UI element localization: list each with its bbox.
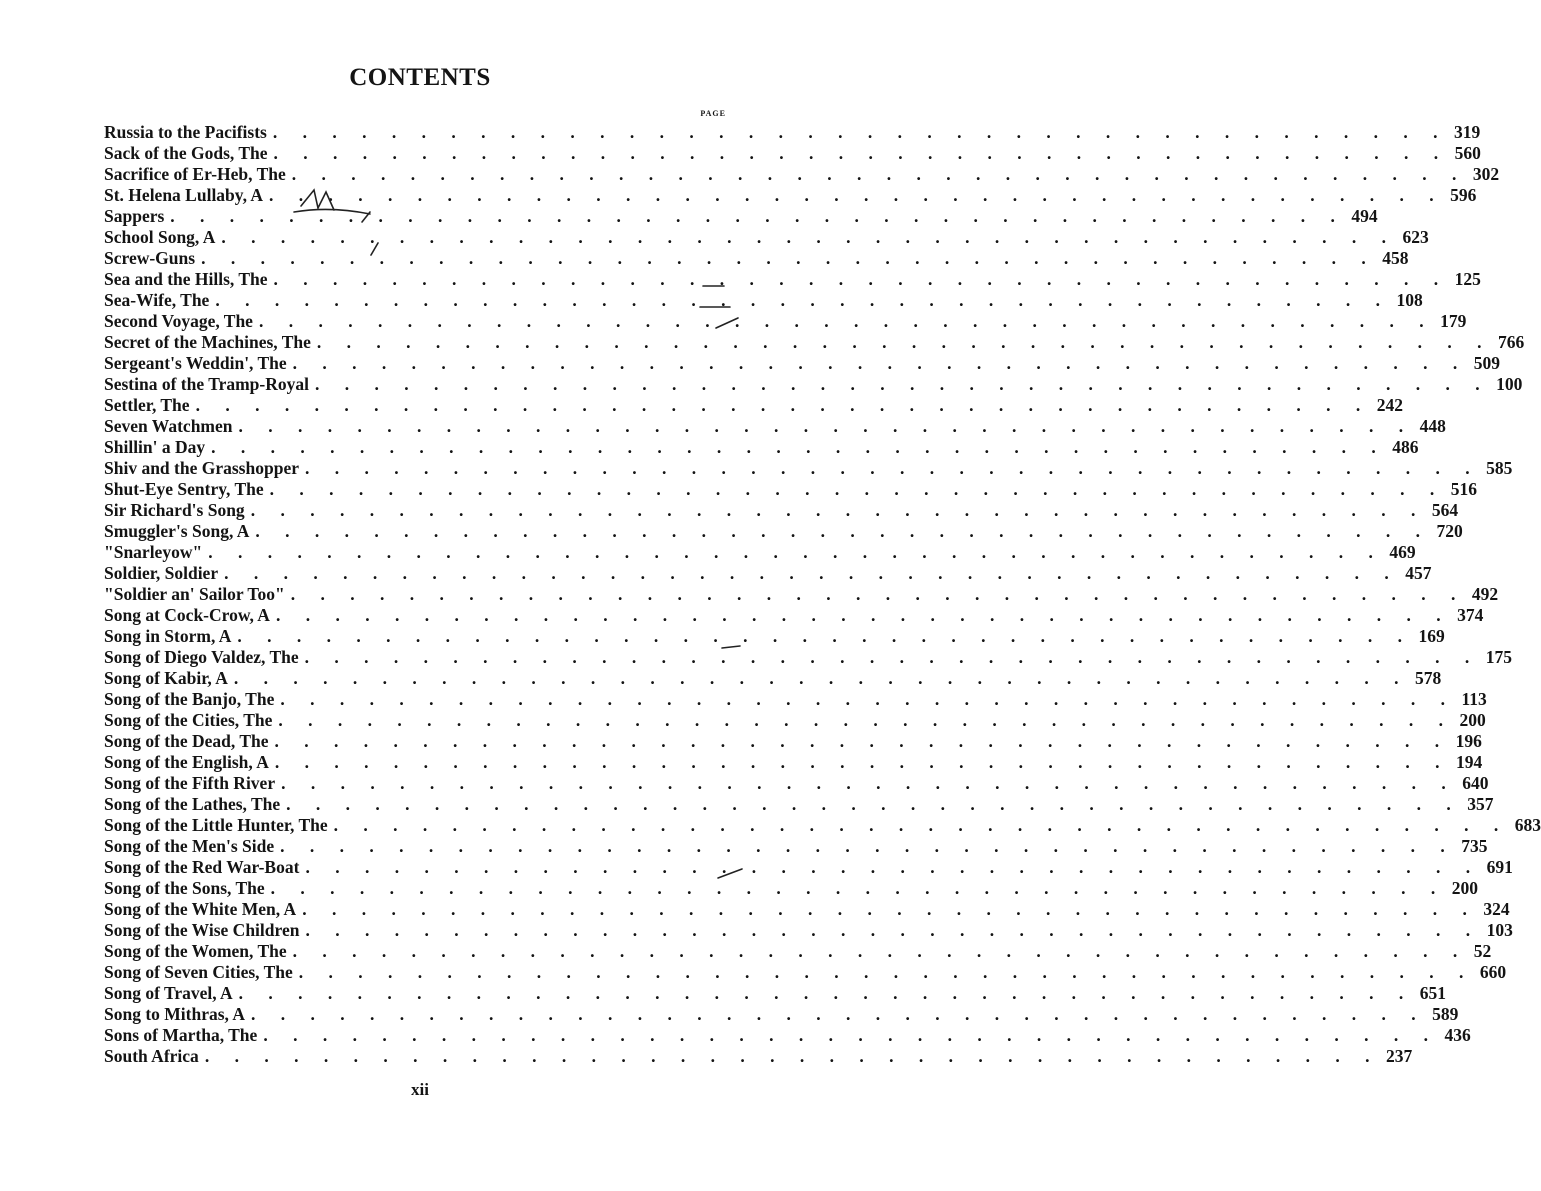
entry-page-number: 578 [1414,668,1442,688]
entry-title: Song of the Men's Side [104,836,275,856]
toc-entry [104,185,1477,206]
toc-entry [104,983,1447,1004]
entry-title: Shut-Eye Sentry, The [104,479,264,499]
dot-leader: . . . . . . . . . . . . . . . . . . . . . . . . . . . . . . . . . . . . . . . . [250,1004,1427,1024]
entry-title: Sappers [104,206,165,226]
dot-leader: . . . . . . . . . . . . . . . . . . . . . . . . . . . . . . . . . . . . . . . . [224,563,1400,583]
entry-page-number: 486 [1392,437,1419,457]
dot-leader: . . . . . . . . . . . . . . . . . . . . . . . . . . . . . . . . . . . . . . . . [291,164,1467,184]
entry-title: Sacrifice of Er-Heb, The [104,164,286,184]
dot-leader: . . . . . . . . . . . . . . . . . . . . . . . . . . . . . . . . . . . . . . . . [208,542,1384,562]
toc-entry [104,668,1442,689]
entry-page-number: 175 [1485,647,1513,667]
dot-leader: . . . . . . . . . . . . . . . . . . . . . . . . . . . . . . . . . . . . . . . . [280,836,1456,856]
entry-page-number: 237 [1385,1046,1413,1066]
page-title: CONTENTS [349,64,491,91]
page-number-footer: xii [411,1080,429,1099]
entry-page-number: 494 [1351,206,1378,226]
entry-title: Song of the Red War-Boat [104,857,300,877]
toc-entry [104,311,1467,332]
dot-leader: . . . . . . . . . . . . . . . . . . . . . . . . . . . . . . . . . . . . . . . . [272,122,1448,142]
dot-leader: . . . . . . . . . . . . . . . . . . . . . . . . . . . . . . . . . . . . . . . . [305,857,1481,877]
dot-leader: . . . . . . . . . . . . . . . . . . . . . . . . . . . . . . . . . . . . . . . . [204,1046,1380,1066]
dot-leader: . . . . . . . . . . . . . . . . . . . . . . . . . . . . . . . . . . . . . . . . [237,626,1413,646]
dot-leader: . . . . . . . . . . . . . . . . . . . . . . . . . . . . . . . . . . . . . . . . [273,143,1449,163]
toc-entry [104,815,1541,836]
entry-page-number: 651 [1419,983,1447,1003]
entry-page-number: 560 [1454,143,1481,163]
entry-page-number: 52 [1473,941,1492,961]
toc-entry [104,584,1499,605]
toc-entry [104,563,1432,584]
entry-page-number: 683 [1514,815,1541,835]
dot-leader: . . . . . . . . . . . . . . . . . . . . . . . . . . . . . . . . . . . . . . . . [304,647,1480,667]
toc-entry [104,458,1513,479]
entry-title: "Snarleyow" [104,542,203,562]
entry-page-number: 509 [1473,353,1501,373]
toc-entry [104,248,1409,269]
entry-page-number: 457 [1405,563,1432,583]
entry-page-number: 302 [1472,164,1500,184]
entry-title: Shillin' a Day [104,437,206,457]
entry-title: Song of the Banjo, The [104,689,275,709]
dot-leader: . . . . . . . . . . . . . . . . . . . . . . . . . . . . . . . . . . . . . . . . [258,311,1435,331]
dot-leader: . . . . . . . . . . . . . . . . . . . . . . . . . . . . . . . . . . . . . . . . [273,269,1449,289]
entry-title: Song of Travel, A [104,983,233,1003]
entry-page-number: 103 [1486,920,1513,940]
toc-entry [104,920,1513,941]
entry-page-number: 596 [1450,185,1477,205]
dot-leader: . . . . . . . . . . . . . . . . . . . . . . . . . . . . . . . . . . . . . . . . [333,815,1509,835]
entry-title: Sestina of the Tramp-Royal [104,374,309,394]
dot-leader: . . . . . . . . . . . . . . . . . . . . . . . . . . . . . . . . . . . . . . . . [316,332,1493,352]
entry-title: Song of the Women, The [104,941,287,961]
dot-leader: . . . . . . . . . . . . . . . . . . . . . . . . . . . . . . . . . . . . . . . . [304,458,1481,478]
toc-entry [104,626,1445,647]
dot-leader: . . . . . . . . . . . . . . . . . . . . . . . . . . . . . . . . . . . . . . . . [195,395,1371,415]
toc-entry [104,374,1523,395]
dot-leader: . . . . . . . . . . . . . . . . . . . . . . . . . . . . . . . . . . . . . . . . [270,878,1446,898]
dot-leader: . . . . . . . . . . . . . . . . . . . . . . . . . . . . . . . . . . . . . . . . [238,416,1414,436]
entry-title: Song of the Lathes, The [104,794,281,814]
toc-entry [104,773,1489,794]
toc-entry [104,689,1487,710]
dot-leader: . . . . . . . . . . . . . . . . . . . . . . . . . . . . . . . . . . . . . . . . [292,941,1468,961]
toc-entry [104,353,1501,374]
dot-leader: . . . . . . . . . . . . . . . . . . . . . . . . . . . . . . . . . . . . . . . . [274,731,1450,751]
toc-entry [104,122,1481,143]
toc-entry [104,710,1486,731]
toc-entry [104,143,1481,164]
entry-page-number: 735 [1461,836,1488,856]
entry-title: School Song, A [104,227,216,247]
entry-title: Russia to the Pacifists [104,122,267,142]
entry-page-number: 640 [1462,773,1489,793]
toc-entry [104,290,1423,311]
entry-page-number: 516 [1450,479,1478,499]
entry-title: Song of the Cities, The [104,710,273,730]
dot-leader: . . . . . . . . . . . . . . . . . . . . . . . . . . . . . . . . . . . . . . . . [302,899,1478,919]
entry-title: Soldier, Soldier [104,563,219,583]
dot-leader: . . . . . . . . . . . . . . . . . . . . . . . . . . . . . . . . . . . . . . . . [255,521,1431,541]
entry-page-number: 169 [1418,626,1445,646]
toc-entry [104,395,1403,416]
entry-page-number: 100 [1496,374,1523,394]
dot-leader: . . . . . . . . . . . . . . . . . . . . . . . . . . . . . . . . . . . . . . . . [292,353,1468,373]
toc-entry [104,752,1483,773]
entry-title: Song of Diego Valdez, The [104,647,299,667]
dot-leader: . . . . . . . . . . . . . . . . . . . . . . . . . . . . . . . . . . . . . . . . [286,794,1462,814]
entry-title: Screw-Guns [104,248,196,268]
entry-title: Secret of the Machines, The [104,332,311,352]
toc-entry [104,1004,1459,1025]
entry-title: Shiv and the Grasshopper [104,458,299,478]
entry-title: Settler, The [104,395,190,415]
toc-entry [104,542,1416,563]
entry-title: Smuggler's Song, A [104,521,250,541]
entry-page-number: 564 [1431,500,1459,520]
entry-page-number: 242 [1376,395,1403,415]
entry-page-number: 357 [1467,794,1494,814]
toc-entry [104,878,1479,899]
entry-title: Song of the Wise Children [104,920,300,940]
entry-title: Sir Richard's Song [104,500,245,520]
entry-page-number: 324 [1483,899,1510,919]
entry-title: Second Voyage, The [104,311,253,331]
toc-entry [104,941,1492,962]
entry-title: Seven Watchmen [104,416,233,436]
contents-list [104,122,1541,1067]
dot-leader: . . . . . . . . . . . . . . . . . . . . . . . . . . . . . . . . . . . . . . . . [215,290,1391,310]
entry-title: Song of Seven Cities, The [104,962,293,982]
entry-page-number: 319 [1453,122,1481,142]
entry-title: South Africa [104,1046,199,1066]
entry-title: Sea-Wife, The [104,290,210,310]
entry-title: St. Helena Lullaby, A [104,185,263,205]
dot-leader: . . . . . . . . . . . . . . . . . . . . . . . . . . . . . . . . . . . . . . . . [290,584,1466,604]
entry-page-number: 660 [1479,962,1507,982]
toc-entry [104,164,1500,185]
entry-title: Song of the English, A [104,752,269,772]
entry-page-number: 469 [1389,542,1416,562]
toc-entry [104,1025,1471,1046]
toc-entry [104,962,1507,983]
entry-page-number: 458 [1382,248,1409,268]
dot-leader: . . . . . . . . . . . . . . . . . . . . . . . . . . . . . . . . . . . . . . . . [274,752,1450,772]
toc-entry [104,269,1481,290]
toc-entry [104,605,1484,626]
page-column-header: PAGE [700,109,726,118]
entry-page-number: 374 [1457,605,1484,625]
dot-leader: . . . . . . . . . . . . . . . . . . . . . . . . . . . . . . . . . . . . . . . . [263,1025,1439,1045]
dot-leader: . . . . . . . . . . . . . . . . . . . . . . . . . . . . . . . . . . . . . . . . [281,773,1457,793]
entry-title: Song to Mithras, A [104,1004,245,1024]
dot-leader: . . . . . . . . . . . . . . . . . . . . . . . . . . . . . . . . . . . . . . . . [305,920,1481,940]
toc-entry [104,836,1488,857]
entry-title: Song in Storm, A [104,626,232,646]
entry-page-number: 585 [1486,458,1513,478]
toc-entry [104,479,1478,500]
dot-leader: . . . . . . . . . . . . . . . . . . . . . . . . . . . . . . . . . . . . . . . . [250,500,1426,520]
dot-leader: . . . . . . . . . . . . . . . . . . . . . . . . . . . . . . . . . . . . . . . . [314,374,1491,394]
toc-entry [104,731,1482,752]
entry-page-number: 589 [1432,1004,1459,1024]
toc-entry [104,416,1446,437]
entry-title: Song of the Fifth River [104,773,276,793]
toc-entry [104,1046,1413,1067]
entry-title: Song of the White Men, A [104,899,297,919]
toc-entry [104,437,1419,458]
entry-page-number: 200 [1459,710,1486,730]
entry-page-number: 194 [1455,752,1483,772]
dot-leader: . . . . . . . . . . . . . . . . . . . . . . . . . . . . . . . . . . . . . . . . [269,479,1445,499]
toc-entry [104,857,1513,878]
entry-title: Sergeant's Weddin', The [104,353,287,373]
entry-page-number: 113 [1461,689,1487,709]
entry-title: Song at Cock-Crow, A [104,605,270,625]
entry-page-number: 766 [1498,332,1525,352]
toc-entry [104,794,1494,815]
dot-leader: . . . . . . . . . . . . . . . . . . . . . . . . . . . . . . . . . . . . . . . . [211,437,1387,457]
dot-leader: . . . . . . . . . . . . . . . . . . . . . . . . . . . . . . . . . . . . . . . . [298,962,1474,982]
entry-title: Song of the Little Hunter, The [104,815,328,835]
entry-page-number: 448 [1419,416,1446,436]
toc-entry [104,332,1525,353]
entry-page-number: 196 [1455,731,1482,751]
entry-title: Sack of the Gods, The [104,143,268,163]
toc-entry [104,899,1510,920]
dot-leader: . . . . . . . . . . . . . . . . . . . . . . . . . . . . . . . . . . . . . . . . [238,983,1414,1003]
toc-entry [104,227,1429,248]
entry-page-number: 108 [1396,290,1423,310]
dot-leader: . . . . . . . . . . . . . . . . . . . . . . . . . . . . . . . . . . . . . . . . [221,227,1397,247]
entry-page-number: 691 [1486,857,1513,877]
entry-page-number: 125 [1454,269,1481,289]
entry-page-number: 200 [1451,878,1479,898]
dot-leader: . . . . . . . . . . . . . . . . . . . . . . . . . . . . . . . . . . . . . . . . [269,185,1445,205]
toc-entry [104,206,1378,227]
entry-title: "Soldier an' Sailor Too" [104,584,285,604]
entry-title: Song of Kabir, A [104,668,228,688]
entry-page-number: 720 [1436,521,1463,541]
dot-leader: . . . . . . . . . . . . . . . . . . . . . . . . . . . . . . . . . . . . . . . . [275,605,1452,625]
entry-title: Sea and the Hills, The [104,269,268,289]
toc-entry [104,647,1513,668]
entry-page-number: 179 [1440,311,1467,331]
dot-leader: . . . . . . . . . . . . . . . . . . . . . . . . . . . . . . . . . . . . . . . . [280,689,1456,709]
entry-page-number: 436 [1444,1025,1471,1045]
entry-page-number: 492 [1471,584,1499,604]
dot-leader: . . . . . . . . . . . . . . . . . . . . . . . . . . . . . . . . . . . . . . . . [233,668,1409,688]
entry-page-number: 623 [1402,227,1429,247]
dot-leader: . . . . . . . . . . . . . . . . . . . . . . . . . . . . . . . . . . . . . . . . [278,710,1454,730]
toc-entry [104,521,1463,542]
entry-title: Song of the Sons, The [104,878,265,898]
dot-leader: . . . . . . . . . . . . . . . . . . . . . . . . . . . . . . . . . . . . . . . . [170,206,1346,226]
toc-entry [104,500,1459,521]
entry-title: Sons of Martha, The [104,1025,258,1045]
entry-title: Song of the Dead, The [104,731,269,751]
dot-leader: . . . . . . . . . . . . . . . . . . . . . . . . . . . . . . . . . . . . . . . . [201,248,1377,268]
